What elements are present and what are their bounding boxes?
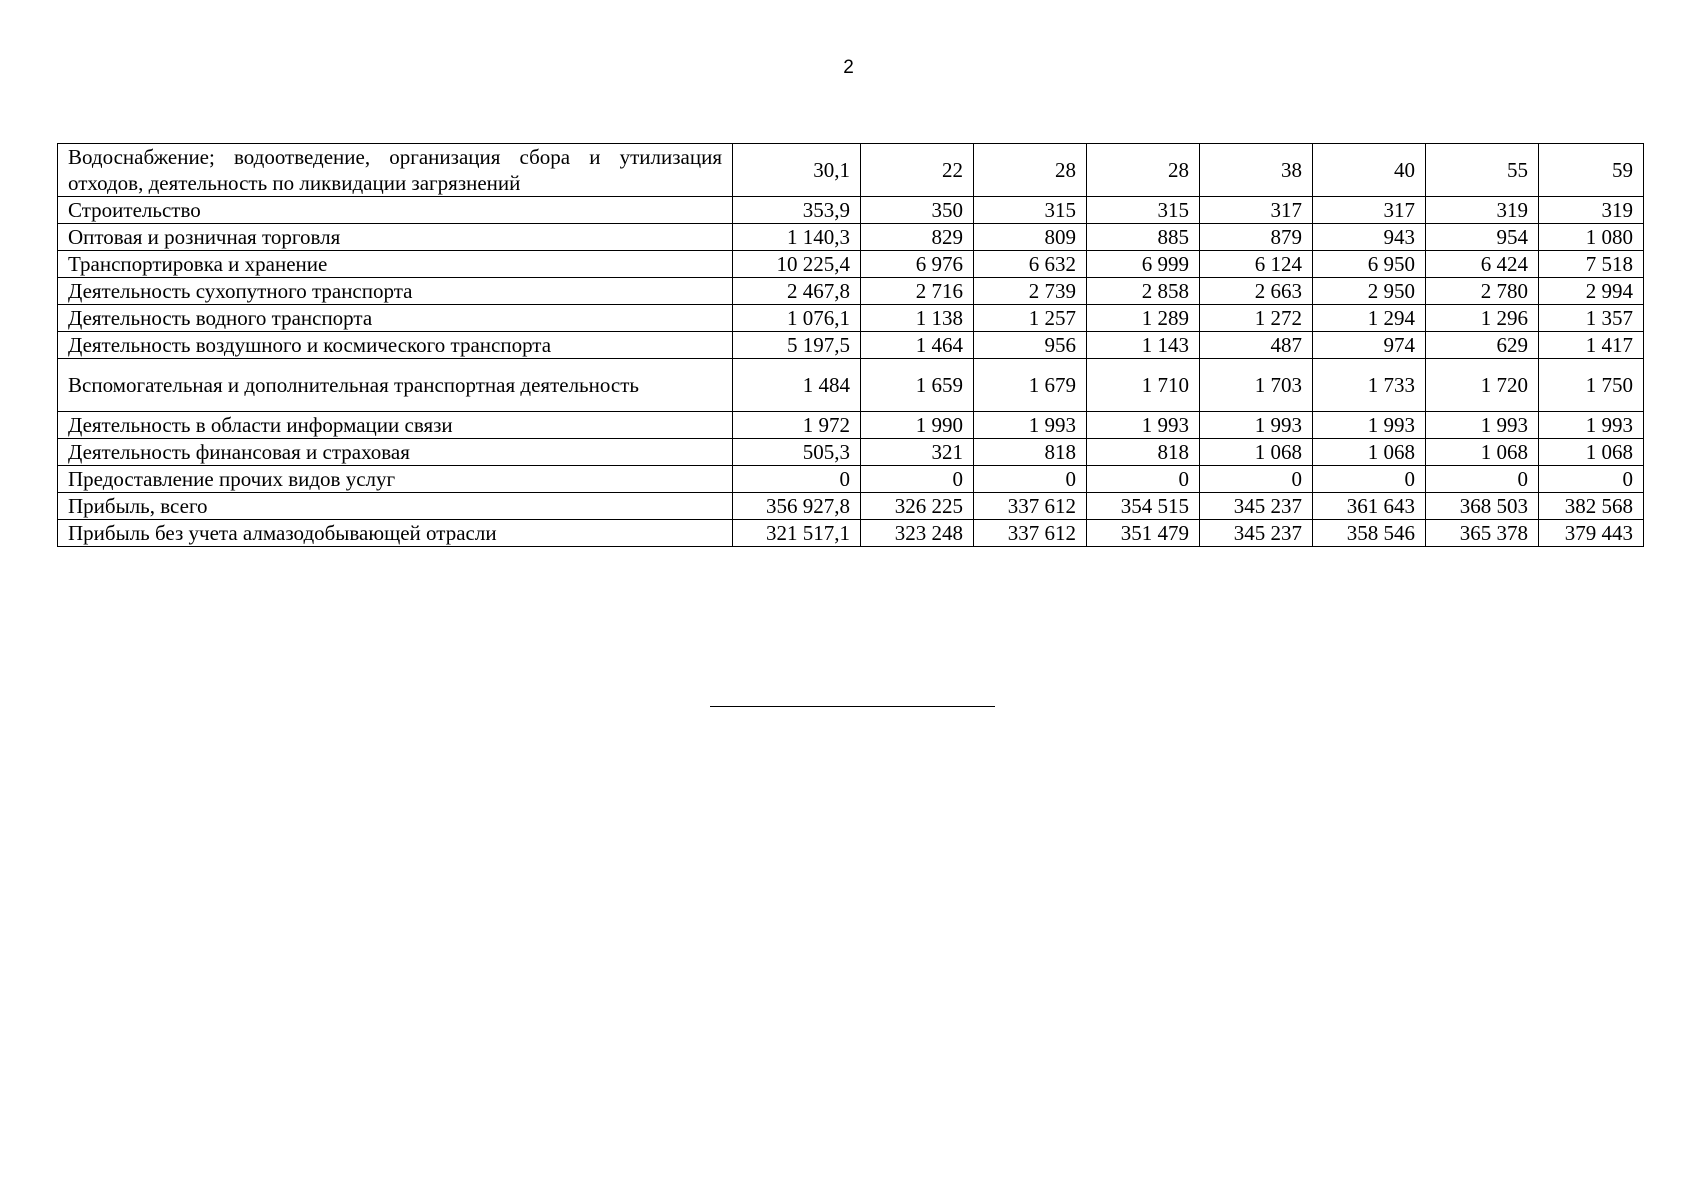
value-cell: 818 xyxy=(974,439,1087,466)
table-body xyxy=(58,144,1644,547)
value-cell: 1 679 xyxy=(974,359,1087,412)
value-cell: 353,9 xyxy=(733,197,861,224)
table-row xyxy=(58,359,1644,412)
value-cell: 6 950 xyxy=(1313,251,1426,278)
value-cell: 382 568 xyxy=(1539,493,1644,520)
value-cell: 2 950 xyxy=(1313,278,1426,305)
value-cell: 2 994 xyxy=(1539,278,1644,305)
table-row xyxy=(58,439,1644,466)
row-label: Деятельность финансовая и страховая xyxy=(58,439,733,466)
value-cell: 358 546 xyxy=(1313,520,1426,547)
value-cell: 319 xyxy=(1426,197,1539,224)
value-cell: 28 xyxy=(1087,144,1200,197)
row-label: Прибыль, всего xyxy=(58,493,733,520)
profit-by-industry-table xyxy=(57,143,1644,547)
value-cell: 28 xyxy=(974,144,1087,197)
table-row xyxy=(58,144,1644,197)
value-cell: 0 xyxy=(1539,466,1644,493)
value-cell: 7 518 xyxy=(1539,251,1644,278)
value-cell: 1 076,1 xyxy=(733,305,861,332)
table-row xyxy=(58,466,1644,493)
value-cell: 1 296 xyxy=(1426,305,1539,332)
value-cell: 321 517,1 xyxy=(733,520,861,547)
value-cell: 1 138 xyxy=(861,305,974,332)
value-cell: 356 927,8 xyxy=(733,493,861,520)
value-cell: 6 124 xyxy=(1200,251,1313,278)
value-cell: 0 xyxy=(1200,466,1313,493)
value-cell: 1 464 xyxy=(861,332,974,359)
value-cell: 2 739 xyxy=(974,278,1087,305)
value-cell: 1 272 xyxy=(1200,305,1313,332)
row-label: Прибыль без учета алмазодобывающей отрасли xyxy=(58,520,733,547)
value-cell: 1 357 xyxy=(1539,305,1644,332)
value-cell: 1 140,3 xyxy=(733,224,861,251)
row-label: Строительство xyxy=(58,197,733,224)
row-label: Предоставление прочих видов услуг xyxy=(58,466,733,493)
value-cell: 829 xyxy=(861,224,974,251)
value-cell: 323 248 xyxy=(861,520,974,547)
row-label: Деятельность в области информации связи xyxy=(58,412,733,439)
value-cell: 943 xyxy=(1313,224,1426,251)
value-cell: 345 237 xyxy=(1200,493,1313,520)
value-cell: 1 068 xyxy=(1426,439,1539,466)
value-cell: 361 643 xyxy=(1313,493,1426,520)
value-cell: 1 257 xyxy=(974,305,1087,332)
value-cell: 321 xyxy=(861,439,974,466)
value-cell: 379 443 xyxy=(1539,520,1644,547)
value-cell: 1 143 xyxy=(1087,332,1200,359)
value-cell: 6 632 xyxy=(974,251,1087,278)
value-cell: 1 972 xyxy=(733,412,861,439)
table-row xyxy=(58,332,1644,359)
value-cell: 317 xyxy=(1200,197,1313,224)
value-cell: 6 424 xyxy=(1426,251,1539,278)
table-row xyxy=(58,224,1644,251)
value-cell: 319 xyxy=(1539,197,1644,224)
value-cell: 315 xyxy=(974,197,1087,224)
value-cell: 1 993 xyxy=(1313,412,1426,439)
table-row xyxy=(58,493,1644,520)
value-cell: 956 xyxy=(974,332,1087,359)
value-cell: 30,1 xyxy=(733,144,861,197)
page-number: 2 xyxy=(843,57,854,78)
value-cell: 885 xyxy=(1087,224,1200,251)
table-row xyxy=(58,197,1644,224)
value-cell: 1 710 xyxy=(1087,359,1200,412)
end-of-document-rule xyxy=(710,706,995,707)
value-cell: 0 xyxy=(1426,466,1539,493)
value-cell: 1 417 xyxy=(1539,332,1644,359)
value-cell: 40 xyxy=(1313,144,1426,197)
value-cell: 6 999 xyxy=(1087,251,1200,278)
value-cell: 368 503 xyxy=(1426,493,1539,520)
table-row xyxy=(58,520,1644,547)
value-cell: 38 xyxy=(1200,144,1313,197)
value-cell: 629 xyxy=(1426,332,1539,359)
value-cell: 315 xyxy=(1087,197,1200,224)
row-label: Деятельность сухопутного транспорта xyxy=(58,278,733,305)
value-cell: 0 xyxy=(1313,466,1426,493)
value-cell: 337 612 xyxy=(974,493,1087,520)
value-cell: 337 612 xyxy=(974,520,1087,547)
value-cell: 1 720 xyxy=(1426,359,1539,412)
value-cell: 317 xyxy=(1313,197,1426,224)
value-cell: 0 xyxy=(1087,466,1200,493)
value-cell: 809 xyxy=(974,224,1087,251)
table-row xyxy=(58,412,1644,439)
value-cell: 1 484 xyxy=(733,359,861,412)
value-cell: 1 294 xyxy=(1313,305,1426,332)
value-cell: 0 xyxy=(733,466,861,493)
value-cell: 5 197,5 xyxy=(733,332,861,359)
value-cell: 0 xyxy=(974,466,1087,493)
row-label: Оптовая и розничная торговля xyxy=(58,224,733,251)
value-cell: 1 993 xyxy=(1087,412,1200,439)
table-row xyxy=(58,278,1644,305)
value-cell: 879 xyxy=(1200,224,1313,251)
row-label: Деятельность воздушного и космического транспорта xyxy=(58,332,733,359)
value-cell: 1 993 xyxy=(974,412,1087,439)
value-cell: 1 993 xyxy=(1426,412,1539,439)
value-cell: 974 xyxy=(1313,332,1426,359)
row-label: Вспомогательная и дополнительная транспортная деятельность xyxy=(58,359,733,412)
value-cell: 1 990 xyxy=(861,412,974,439)
value-cell: 6 976 xyxy=(861,251,974,278)
value-cell: 55 xyxy=(1426,144,1539,197)
value-cell: 2 858 xyxy=(1087,278,1200,305)
value-cell: 351 479 xyxy=(1087,520,1200,547)
value-cell: 345 237 xyxy=(1200,520,1313,547)
value-cell: 1 659 xyxy=(861,359,974,412)
value-cell: 1 993 xyxy=(1539,412,1644,439)
value-cell: 2 663 xyxy=(1200,278,1313,305)
value-cell: 2 716 xyxy=(861,278,974,305)
value-cell: 0 xyxy=(861,466,974,493)
value-cell: 1 733 xyxy=(1313,359,1426,412)
value-cell: 10 225,4 xyxy=(733,251,861,278)
row-label: Транспортировка и хранение xyxy=(58,251,733,278)
value-cell: 954 xyxy=(1426,224,1539,251)
value-cell: 1 750 xyxy=(1539,359,1644,412)
row-label: Водоснабжение; водоотведение, организация сбора и утилизация отходов, деятельность по ликвидации загрязнений xyxy=(58,144,733,197)
value-cell: 1 068 xyxy=(1539,439,1644,466)
value-cell: 505,3 xyxy=(733,439,861,466)
value-cell: 365 378 xyxy=(1426,520,1539,547)
table-row xyxy=(58,251,1644,278)
value-cell: 1 993 xyxy=(1200,412,1313,439)
value-cell: 1 080 xyxy=(1539,224,1644,251)
value-cell: 350 xyxy=(861,197,974,224)
value-cell: 1 289 xyxy=(1087,305,1200,332)
value-cell: 818 xyxy=(1087,439,1200,466)
value-cell: 326 225 xyxy=(861,493,974,520)
value-cell: 2 780 xyxy=(1426,278,1539,305)
value-cell: 59 xyxy=(1539,144,1644,197)
value-cell: 1 068 xyxy=(1313,439,1426,466)
value-cell: 22 xyxy=(861,144,974,197)
value-cell: 1 703 xyxy=(1200,359,1313,412)
value-cell: 1 068 xyxy=(1200,439,1313,466)
value-cell: 354 515 xyxy=(1087,493,1200,520)
table-row xyxy=(58,305,1644,332)
value-cell: 487 xyxy=(1200,332,1313,359)
value-cell: 2 467,8 xyxy=(733,278,861,305)
row-label: Деятельность водного транспорта xyxy=(58,305,733,332)
